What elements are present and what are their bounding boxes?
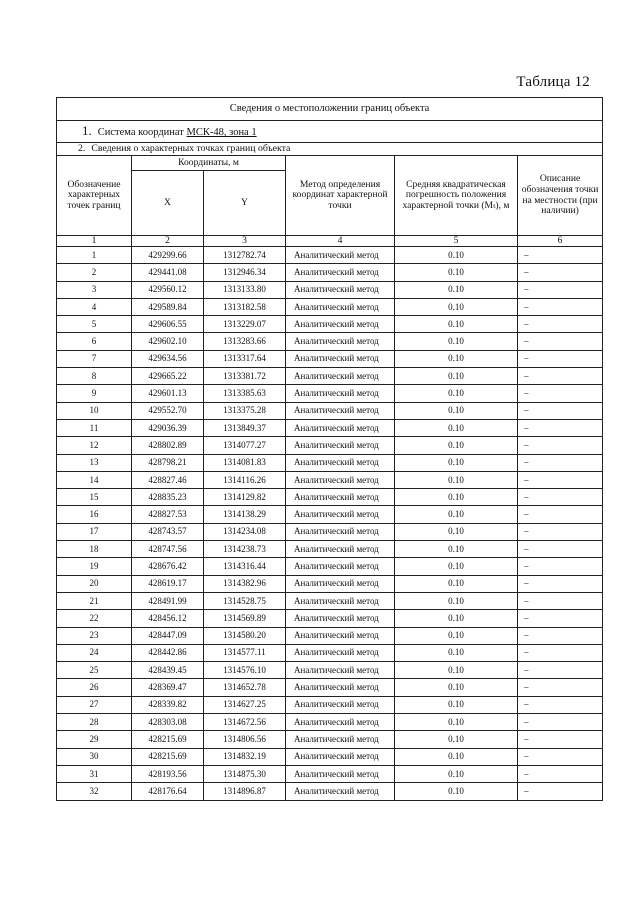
description-cell: – [518,385,603,402]
error-cell: 0.10 [395,696,518,713]
table-row [57,350,603,367]
header-method: Метод определения координат характерной точки [286,156,395,236]
y-coordinate-cell: 1314672.56 [204,714,286,731]
x-coordinate-cell: 428447.09 [132,627,204,644]
description-cell: – [518,748,603,765]
error-cell: 0.10 [395,558,518,575]
point-number-cell: 4 [57,298,132,315]
x-coordinate-cell: 428439.45 [132,662,204,679]
table-row [57,731,603,748]
method-cell: Аналитический метод [286,281,395,298]
method-cell: Аналитический метод [286,489,395,506]
coordinate-system-cell [57,121,603,143]
error-cell: 0.10 [395,350,518,367]
description-cell: – [518,264,603,281]
x-coordinate-cell: 428676.42 [132,558,204,575]
point-number-cell: 12 [57,437,132,454]
y-coordinate-cell: 1314077.27 [204,437,286,454]
method-cell: Аналитический метод [286,783,395,800]
column-number: 3 [204,236,286,247]
point-number-cell: 29 [57,731,132,748]
x-coordinate-cell: 429606.55 [132,316,204,333]
y-coordinate-cell: 1314569.89 [204,610,286,627]
table-row [57,523,603,540]
y-coordinate-cell: 1314234.08 [204,523,286,540]
y-coordinate-cell: 1314806.56 [204,731,286,748]
point-number-cell: 7 [57,350,132,367]
method-cell: Аналитический метод [286,402,395,419]
table-row [57,748,603,765]
method-cell: Аналитический метод [286,575,395,592]
method-cell: Аналитический метод [286,610,395,627]
point-number-cell: 10 [57,402,132,419]
y-coordinate-cell: 1314138.29 [204,506,286,523]
error-cell: 0.10 [395,610,518,627]
point-number-cell: 31 [57,765,132,782]
y-coordinate-cell: 1313317.64 [204,350,286,367]
y-coordinate-cell: 1313385.63 [204,385,286,402]
y-coordinate-cell: 1314577.11 [204,644,286,661]
y-coordinate-cell: 1313849.37 [204,419,286,436]
point-number-cell: 25 [57,662,132,679]
y-coordinate-cell: 1314580.20 [204,627,286,644]
description-cell: – [518,731,603,748]
method-cell: Аналитический метод [286,350,395,367]
header-row-1 [57,156,603,171]
description-cell: – [518,506,603,523]
title-row [57,98,603,121]
error-cell: 0.10 [395,506,518,523]
table-row [57,627,603,644]
table-row [57,610,603,627]
description-cell: – [518,402,603,419]
table-row [57,385,603,402]
table-row [57,575,603,592]
method-cell: Аналитический метод [286,696,395,713]
method-cell: Аналитический метод [286,662,395,679]
y-coordinate-cell: 1313375.28 [204,402,286,419]
section-row [57,143,603,156]
point-number-cell: 3 [57,281,132,298]
x-coordinate-cell: 428176.64 [132,783,204,800]
description-cell: – [518,783,603,800]
header-x: X [132,171,204,236]
method-cell: Аналитический метод [286,454,395,471]
x-coordinate-cell: 428442.86 [132,644,204,661]
point-number-cell: 21 [57,592,132,609]
method-cell: Аналитический метод [286,385,395,402]
description-cell: – [518,610,603,627]
table-row [57,333,603,350]
section-title: Сведения о характерных точках границ объекта [91,142,291,154]
point-number-cell: 11 [57,419,132,436]
description-cell: – [518,489,603,506]
x-coordinate-cell: 429665.22 [132,368,204,385]
point-number-cell: 20 [57,575,132,592]
method-cell: Аналитический метод [286,541,395,558]
point-number-cell: 17 [57,523,132,540]
x-coordinate-cell: 429602.10 [132,333,204,350]
y-coordinate-cell: 1312782.74 [204,247,286,264]
column-number: 1 [57,236,132,247]
table-caption: Таблица 12 [516,74,590,90]
point-number-cell: 22 [57,610,132,627]
table-row [57,368,603,385]
y-coordinate-cell: 1314627.25 [204,696,286,713]
x-coordinate-cell: 428827.53 [132,506,204,523]
description-cell: – [518,247,603,264]
error-cell: 0.10 [395,471,518,488]
error-cell: 0.10 [395,592,518,609]
table-row [57,402,603,419]
table-row [57,316,603,333]
description-cell: – [518,696,603,713]
error-cell: 0.10 [395,523,518,540]
table-row [57,558,603,575]
x-coordinate-cell: 428743.57 [132,523,204,540]
description-cell: – [518,662,603,679]
method-cell: Аналитический метод [286,714,395,731]
header-point: Обозначение характерных точек границ [57,156,132,236]
point-number-cell: 19 [57,558,132,575]
table-row [57,592,603,609]
y-coordinate-cell: 1314116.26 [204,471,286,488]
x-coordinate-cell: 428491.99 [132,592,204,609]
table-row [57,541,603,558]
point-number-cell: 16 [57,506,132,523]
point-number-cell: 32 [57,783,132,800]
point-number-cell: 1 [57,247,132,264]
point-number-cell: 23 [57,627,132,644]
method-cell: Аналитический метод [286,368,395,385]
description-cell: – [518,471,603,488]
method-cell: Аналитический метод [286,333,395,350]
point-number-cell: 8 [57,368,132,385]
table-title: Сведения о местоположении границ объекта [57,98,603,121]
method-cell: Аналитический метод [286,247,395,264]
coordinate-system-name: МСК-48, зона 1 [186,127,257,139]
error-cell: 0.10 [395,281,518,298]
y-coordinate-cell: 1314081.83 [204,454,286,471]
error-cell: 0.10 [395,714,518,731]
x-coordinate-cell: 429634.56 [132,350,204,367]
y-coordinate-cell: 1313283.66 [204,333,286,350]
y-coordinate-cell: 1312946.34 [204,264,286,281]
method-cell: Аналитический метод [286,644,395,661]
description-cell: – [518,714,603,731]
table-row [57,679,603,696]
x-coordinate-cell: 429589.84 [132,298,204,315]
description-cell: – [518,419,603,436]
x-coordinate-cell: 428747.56 [132,541,204,558]
error-cell: 0.10 [395,437,518,454]
x-coordinate-cell: 428827.46 [132,471,204,488]
boundary-points-table [56,97,603,801]
y-coordinate-cell: 1313133.80 [204,281,286,298]
y-coordinate-cell: 1314238.73 [204,541,286,558]
y-coordinate-cell: 1314316.44 [204,558,286,575]
point-number-cell: 5 [57,316,132,333]
point-number-cell: 15 [57,489,132,506]
y-coordinate-cell: 1314875.30 [204,765,286,782]
table-row [57,783,603,800]
coordinate-system-prefix: Система координат [97,127,187,139]
table-row [57,644,603,661]
point-number-cell: 28 [57,714,132,731]
description-cell: – [518,592,603,609]
error-cell: 0.10 [395,368,518,385]
y-coordinate-cell: 1314576.10 [204,662,286,679]
method-cell: Аналитический метод [286,506,395,523]
table-row [57,454,603,471]
description-cell: – [518,368,603,385]
error-cell: 0.10 [395,489,518,506]
point-number-cell: 2 [57,264,132,281]
column-number: 6 [518,236,603,247]
x-coordinate-cell: 428802.89 [132,437,204,454]
table-row [57,298,603,315]
description-cell: – [518,575,603,592]
error-cell: 0.10 [395,679,518,696]
description-cell: – [518,454,603,471]
x-coordinate-cell: 429601.13 [132,385,204,402]
column-number: 2 [132,236,204,247]
table-row [57,765,603,782]
point-number-cell: 13 [57,454,132,471]
x-coordinate-cell: 428456.12 [132,610,204,627]
x-coordinate-cell: 429552.70 [132,402,204,419]
x-coordinate-cell: 428215.69 [132,731,204,748]
header-coordinates: Координаты, м [132,156,286,171]
description-cell: – [518,644,603,661]
error-cell: 0.10 [395,316,518,333]
column-number-row [57,236,603,247]
error-cell: 0.10 [395,662,518,679]
table-row [57,281,603,298]
method-cell: Аналитический метод [286,627,395,644]
method-cell: Аналитический метод [286,748,395,765]
point-number-cell: 6 [57,333,132,350]
description-cell: – [518,350,603,367]
method-cell: Аналитический метод [286,471,395,488]
error-cell: 0.10 [395,644,518,661]
y-coordinate-cell: 1314896.87 [204,783,286,800]
error-cell: 0.10 [395,419,518,436]
y-coordinate-cell: 1314528.75 [204,592,286,609]
table-row [57,437,603,454]
x-coordinate-cell: 428835.23 [132,489,204,506]
coordinate-system-number: 1. [82,123,92,139]
x-coordinate-cell: 428619.17 [132,575,204,592]
x-coordinate-cell: 428798.21 [132,454,204,471]
method-cell: Аналитический метод [286,437,395,454]
header-description: Описание обозначения точки на местности (при наличии) [518,156,603,236]
x-coordinate-cell: 429036.39 [132,419,204,436]
error-cell: 0.10 [395,575,518,592]
header-error: Средняя квадратическая погрешность положения характерной точки (Mₜ), м [395,156,518,236]
point-number-cell: 14 [57,471,132,488]
table-row [57,419,603,436]
error-cell: 0.10 [395,454,518,471]
y-coordinate-cell: 1314129.82 [204,489,286,506]
x-coordinate-cell: 428303.08 [132,714,204,731]
method-cell: Аналитический метод [286,731,395,748]
table-row [57,662,603,679]
error-cell: 0.10 [395,627,518,644]
method-cell: Аналитический метод [286,298,395,315]
x-coordinate-cell: 428193.56 [132,765,204,782]
error-cell: 0.10 [395,731,518,748]
method-cell: Аналитический метод [286,264,395,281]
error-cell: 0.10 [395,298,518,315]
column-number: 4 [286,236,395,247]
table-row [57,714,603,731]
point-number-cell: 24 [57,644,132,661]
table-row [57,696,603,713]
point-number-cell: 26 [57,679,132,696]
error-cell: 0.10 [395,264,518,281]
table-row [57,506,603,523]
description-cell: – [518,679,603,696]
error-cell: 0.10 [395,765,518,782]
x-coordinate-cell: 428369.47 [132,679,204,696]
section-cell [57,143,603,156]
point-number-cell: 30 [57,748,132,765]
y-coordinate-cell: 1314382.96 [204,575,286,592]
error-cell: 0.10 [395,385,518,402]
description-cell: – [518,627,603,644]
table-row [57,489,603,506]
error-cell: 0.10 [395,333,518,350]
header-y: Y [204,171,286,236]
y-coordinate-cell: 1314832.19 [204,748,286,765]
x-coordinate-cell: 428215.69 [132,748,204,765]
section-number: 2. [78,142,86,154]
point-number-cell: 9 [57,385,132,402]
table-row [57,471,603,488]
x-coordinate-cell: 429299.66 [132,247,204,264]
error-cell: 0.10 [395,402,518,419]
point-number-cell: 18 [57,541,132,558]
table-row [57,264,603,281]
column-number: 5 [395,236,518,247]
error-cell: 0.10 [395,783,518,800]
table-row [57,247,603,264]
method-cell: Аналитический метод [286,679,395,696]
x-coordinate-cell: 428339.82 [132,696,204,713]
description-cell: – [518,333,603,350]
method-cell: Аналитический метод [286,765,395,782]
method-cell: Аналитический метод [286,558,395,575]
point-number-cell: 27 [57,696,132,713]
description-cell: – [518,281,603,298]
error-cell: 0.10 [395,541,518,558]
coordinate-system-row [57,121,603,143]
error-cell: 0.10 [395,247,518,264]
description-cell: – [518,541,603,558]
description-cell: – [518,437,603,454]
description-cell: – [518,765,603,782]
description-cell: – [518,316,603,333]
method-cell: Аналитический метод [286,592,395,609]
description-cell: – [518,558,603,575]
x-coordinate-cell: 429560.12 [132,281,204,298]
y-coordinate-cell: 1314652.78 [204,679,286,696]
description-cell: – [518,523,603,540]
error-cell: 0.10 [395,748,518,765]
method-cell: Аналитический метод [286,419,395,436]
y-coordinate-cell: 1313182.58 [204,298,286,315]
method-cell: Аналитический метод [286,523,395,540]
method-cell: Аналитический метод [286,316,395,333]
y-coordinate-cell: 1313381.72 [204,368,286,385]
description-cell: – [518,298,603,315]
y-coordinate-cell: 1313229.07 [204,316,286,333]
x-coordinate-cell: 429441.08 [132,264,204,281]
